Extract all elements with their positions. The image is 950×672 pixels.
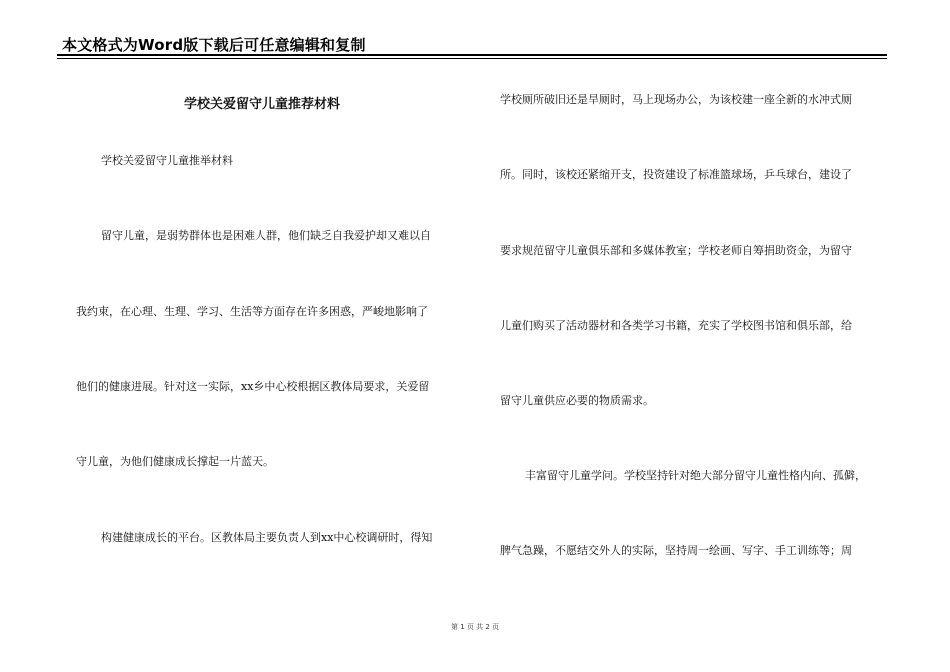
paragraph-line: 脾气急躁，不愿结交外人的实际，坚持周一绘画、写字、手工训练等；周 — [500, 544, 852, 557]
page-footer: 第 1 页 共 2 页 — [450, 623, 500, 631]
paragraph-line: 他们的健康进展。针对这一实际，xx乡中心校根据区教体局要求，关爱留 — [76, 380, 430, 393]
header-title: 本文格式为Word版下载后可任意编辑和复制 — [62, 36, 366, 54]
paragraph-line: 留守儿童供应必要的物质需求。 — [500, 394, 654, 407]
header-rule-thin — [57, 58, 887, 59]
paragraph-subtitle: 学校关爱留守儿童推举材料 — [101, 154, 233, 167]
header-rule-thick — [57, 54, 887, 56]
paragraph-line: 留守儿童，是弱势群体也是困难人群，他们缺乏自我爱护却又难以自 — [101, 229, 431, 242]
paragraph-line: 所。同时，该校还紧缩开支，投资建设了标准篮球场，乒乓球台，建设了 — [500, 168, 852, 181]
paragraph-line: 构建健康成长的平台。区教体局主要负责人到xx中心校调研时，得知 — [101, 531, 433, 544]
paragraph-line: 守儿童，为他们健康成长撑起一片蓝天。 — [76, 455, 274, 468]
paragraph-line: 丰富留守儿童学问。学校坚持针对绝大部分留守儿童性格内向、孤僻， — [525, 469, 866, 482]
paragraph-line: 我约束，在心理、生理、学习、生活等方面存在许多困惑，严峻地影响了 — [76, 305, 428, 318]
paragraph-line: 学校厕所破旧还是旱厕时，马上现场办公，为该校建一座全新的水冲式厕 — [500, 93, 852, 106]
paragraph-line: 要求规范留守儿童俱乐部和多媒体教室；学校老师自筹捐助资金，为留守 — [500, 244, 852, 257]
document-title: 学校关爱留守儿童推荐材料 — [183, 97, 340, 112]
paragraph-line: 儿童们购买了活动器材和各类学习书籍，充实了学校图书馆和俱乐部，给 — [500, 319, 852, 332]
